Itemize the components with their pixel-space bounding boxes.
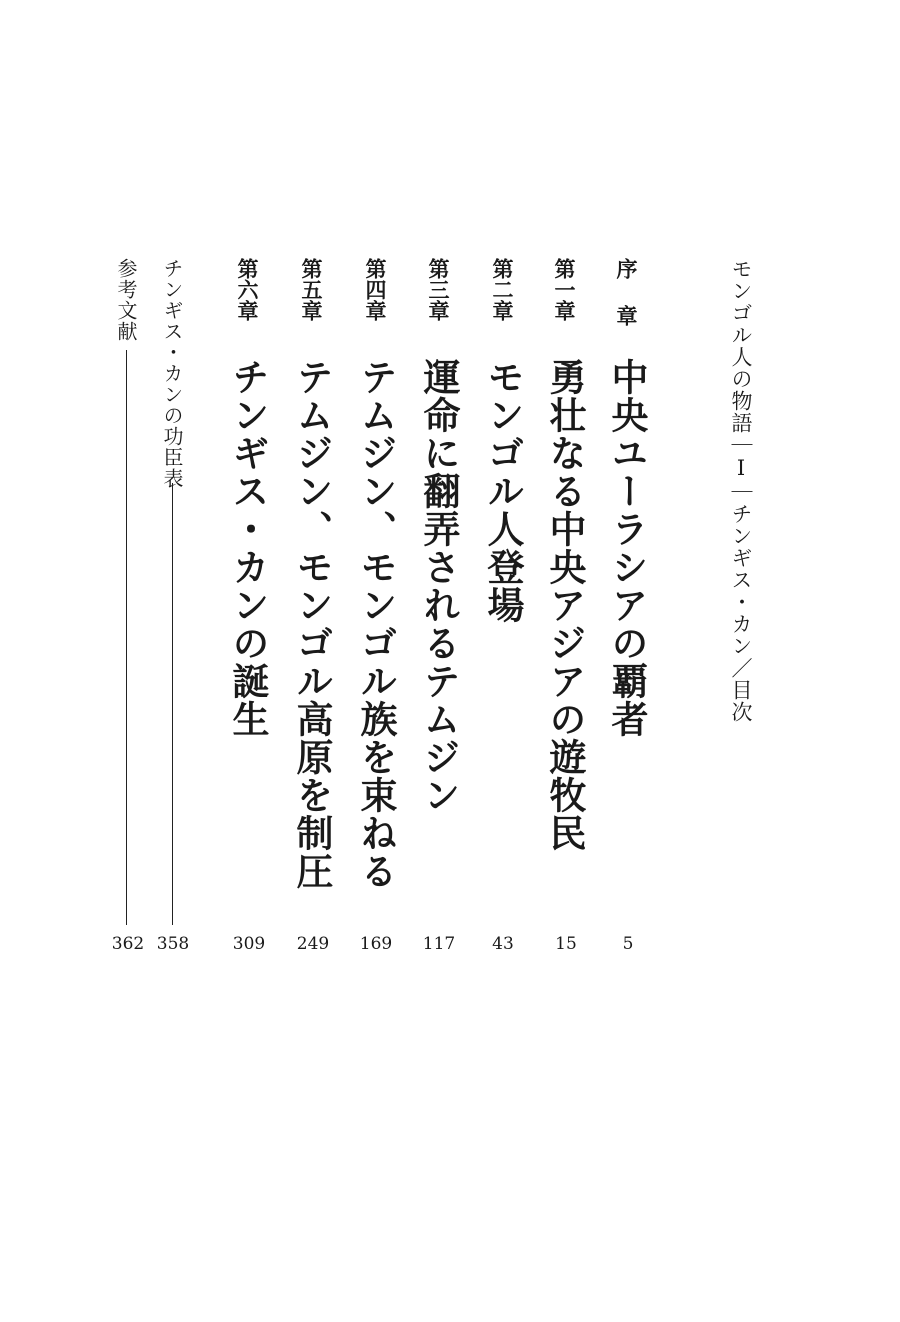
page-number: 362: [111, 934, 145, 954]
page-number: 117: [422, 934, 456, 954]
page-number: 5: [622, 934, 634, 954]
chapter-number: 第一章: [552, 258, 577, 321]
page-number: 43: [492, 934, 514, 954]
leader-line: [126, 350, 127, 925]
appendix-title: チンギス・カンの功臣表: [160, 258, 184, 489]
chapter-number: 序章: [614, 258, 639, 352]
chapter-title: 運命に翻弄されるテムジン: [417, 358, 461, 814]
page-number: 15: [555, 934, 577, 954]
chapter-number: 第四章: [363, 258, 388, 321]
book-title: モンゴル人の物語｜Ⅰ｜チンギス・カン／目次: [729, 258, 753, 723]
chapter-number: 第六章: [235, 258, 260, 321]
chapter-number: 第三章: [426, 258, 451, 321]
chapter-number: 第五章: [299, 258, 324, 321]
chapter-title: 中央ユーラシアの覇者: [605, 358, 649, 738]
chapter-title: テムジン、モンゴル高原を制圧: [290, 358, 334, 890]
chapter-title: チンギス・カンの誕生: [226, 358, 270, 738]
page-number: 309: [232, 934, 266, 954]
page-number: 249: [296, 934, 330, 954]
page-number: 358: [156, 934, 190, 954]
page-number: 169: [359, 934, 393, 954]
appendix-title: 参考文献: [114, 258, 138, 342]
chapter-number: 第二章: [490, 258, 515, 321]
chapter-title: テムジン、モンゴル族を束ねる: [354, 358, 398, 890]
chapter-title: モンゴル人登場: [481, 358, 525, 624]
chapter-title: 勇壮なる中央アジアの遊牧民: [543, 358, 587, 852]
leader-line: [172, 483, 173, 925]
